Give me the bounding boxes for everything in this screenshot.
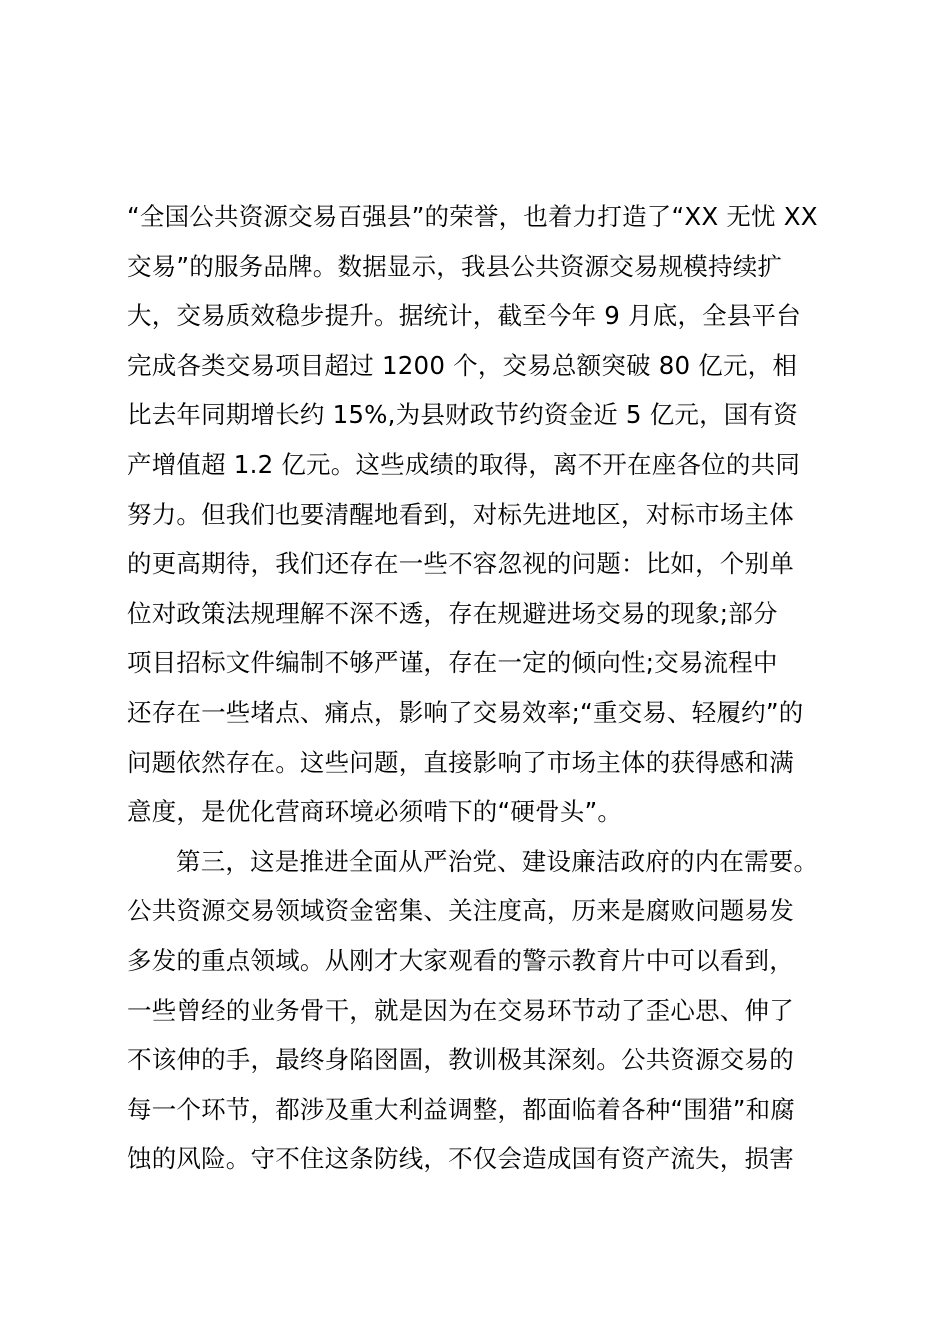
text-line: 蚀的风险。守不住这条防线，不仅会造成国有资产流失，损害 bbox=[127, 1144, 794, 1174]
text-line: 还存在一些堵点、痛点，影响了交易效率;“重交易、轻履约”的 bbox=[127, 697, 804, 727]
text-line: 项目招标文件编制不够严谨，存在一定的倾向性;交易流程中 bbox=[127, 648, 778, 678]
text-line: 问题依然存在。这些问题，直接影响了市场主体的获得感和满 bbox=[127, 747, 794, 777]
text-line: 不该伸的手，最终身陷囹圄，教训极其深刻。公共资源交易的 bbox=[127, 1045, 794, 1075]
text-line: 的更高期待，我们还存在一些不容忽视的问题：比如，个别单 bbox=[127, 549, 794, 579]
text-line: 每一个环节，都涉及重大利益调整，都面临着各种“围猎”和腐 bbox=[127, 1094, 795, 1124]
text-line: 多发的重点领域。从刚才大家观看的警示教育片中可以看到， bbox=[127, 945, 794, 975]
text-line: 大，交易质效稳步提升。据统计，截至今年 9 月底，全县平台 bbox=[127, 301, 801, 331]
text-line: 产增值超 1.2 亿元。这些成绩的取得，离不开在座各位的共同 bbox=[127, 449, 801, 479]
text-line: 一些曾经的业务骨干，就是因为在交易环节动了歪心思、伸了 bbox=[127, 995, 794, 1025]
text-line: 位对政策法规理解不深不透，存在规避进场交易的现象;部分 bbox=[127, 598, 778, 628]
text-line: 意度，是优化营商环境必须啃下的“硬骨头”。 bbox=[127, 797, 623, 827]
text-line: 完成各类交易项目超过 1200 个，交易总额突破 80 亿元，相 bbox=[127, 350, 798, 380]
paragraph-first-line: 第三，这是推进全面从严治党、建设廉洁政府的内在需要。 bbox=[176, 846, 819, 876]
text-line: 努力。但我们也要清醒地看到，对标先进地区，对标市场主体 bbox=[127, 499, 794, 529]
text-line: “全国公共资源交易百强县”的荣誉，也着力打造了“XX 无忧 XX bbox=[127, 202, 818, 231]
text-line: 交易”的服务品牌。数据显示，我县公共资源交易规模持续扩 bbox=[127, 251, 783, 281]
text-line: 比去年同期增长约 15%,为县财政节约资金近 5 亿元，国有资 bbox=[127, 400, 798, 430]
text-line: 公共资源交易领域资金密集、关注度高，历来是腐败问题易发 bbox=[127, 896, 794, 926]
body-text bbox=[127, 192, 847, 1184]
